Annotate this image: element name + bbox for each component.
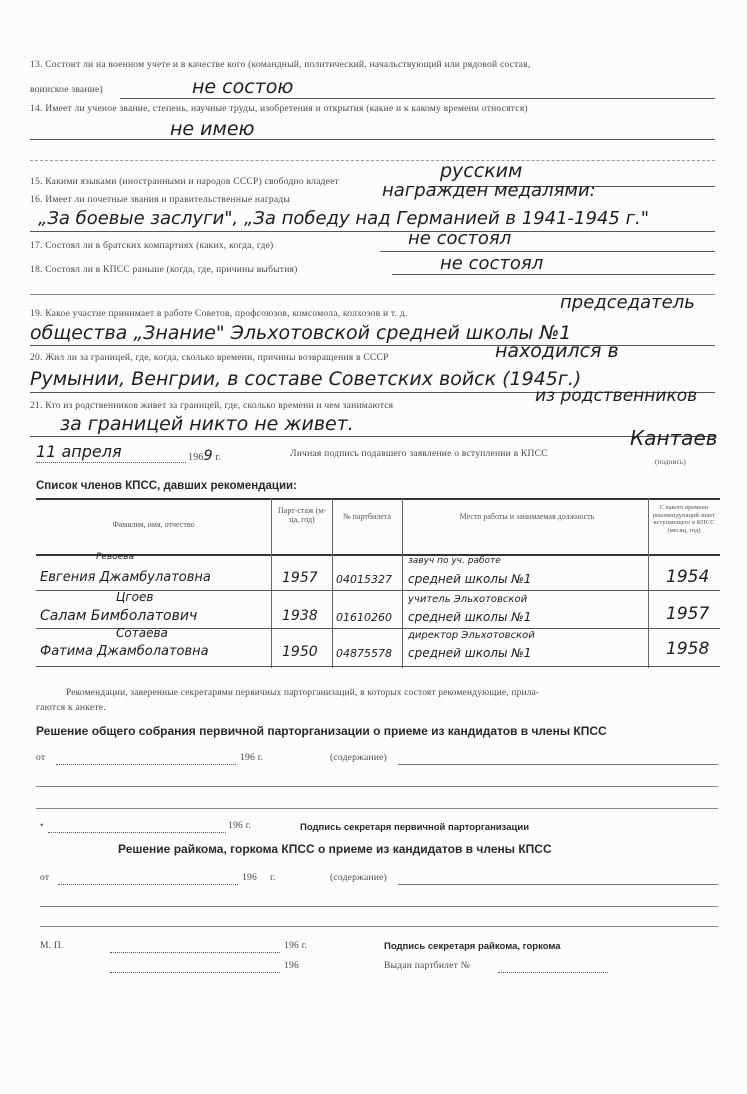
rec-row2-work-top: учитель Эльхотовской	[408, 594, 528, 605]
q15-label: 15. Какими языками (иностранными и народов СССР) свободно владеет	[30, 176, 339, 187]
rec-row2-work: средней школы №1	[408, 610, 532, 624]
rec-table	[36, 498, 720, 674]
decision1-year-value: 196	[240, 752, 255, 763]
rec-header-stazh: Парт-стаж (м-ца, год)	[278, 506, 326, 524]
q16-answer-1: награжден медалями:	[382, 180, 596, 201]
q19-label: 19. Какое участие принимает в работе Советов, профсоюзов, комсомола, колхозов и т. д.	[30, 308, 408, 319]
q16-answer-2: „За боевые заслуги", „За победу над Германией в 1941-1945 г."	[38, 208, 650, 229]
rec-row2-name-top: Цгоев	[116, 590, 154, 604]
rec-row2-since: 1957	[666, 604, 710, 624]
rec-note-2: гаются к анкете.	[36, 702, 106, 713]
rec-row2-name: Салам Бимболатович	[40, 608, 198, 624]
rec-row1-name-top: Ревоева	[96, 552, 135, 562]
sign2-year-value: 196	[284, 940, 299, 951]
sign1-label: Подпись секретаря первичной парторганизации	[300, 822, 530, 833]
q18-answer: не состоял	[440, 253, 544, 274]
issued-year: 196	[284, 960, 299, 971]
decision1-ot: от	[36, 752, 46, 763]
signature-year-suffix: г.	[215, 452, 222, 463]
q17-label: 17. Состоял ли в братских компартиях (каких, когда, где)	[30, 240, 274, 251]
decision1-title: Решение общего собрания первичной парторганизации о приеме из кандидатов в члены КПСС	[36, 724, 607, 738]
q16-label: 16. Имеет ли почетные звания и правительственные награды	[30, 194, 291, 205]
sign1-year-value: 196	[228, 820, 243, 831]
q21-answer-1: из родственников	[535, 386, 698, 406]
rec-row1-name: Евгения Джамбулатовна	[40, 570, 211, 585]
decision1-soderzh: (содержание)	[330, 752, 387, 763]
signature-year	[188, 448, 221, 464]
decision1-year-suffix: г.	[257, 752, 264, 763]
sign1-year	[228, 820, 251, 831]
rec-row3-since: 1958	[666, 639, 710, 659]
rec-row3-num: 04875578	[336, 647, 392, 660]
rec-header-name: Фамилия, имя, отчество	[112, 520, 195, 529]
rec-row1-work-top: завуч по уч. работе	[408, 556, 501, 566]
rec-row1-work: средней школы №1	[408, 572, 532, 586]
rec-note-1: Рекомендации, заверенные секретарями первичных парторганизаций, в которых состоят рекомендующие, прила-	[66, 688, 540, 698]
signature-label: Личная подпись подавшего заявление о вступлении в КПСС	[290, 448, 548, 459]
signature-year-printed: 196	[188, 452, 204, 463]
rec-row2-stazh: 1938	[282, 608, 318, 624]
rec-header-work: Место работы и занимаемая должность	[459, 512, 595, 521]
q21-answer-2: за границей никто не живет.	[60, 413, 354, 435]
q20-label: 20. Жил ли за границей, где, когда, сколько времени, причины возвращения в СССР	[30, 352, 389, 363]
q13-answer: не состою	[192, 76, 294, 98]
rec-header-num: № партбилета	[343, 512, 391, 521]
rec-row3-work: средней школы №1	[408, 646, 532, 660]
sign2-label: Подпись секретаря райкома, горкома	[384, 941, 561, 952]
q19-answer-2: общества „Знание" Эльхотовской средней школы №1	[30, 322, 572, 344]
rec-row1-num: 04015327	[336, 573, 392, 586]
signature: Кантаев	[630, 426, 718, 450]
rec-title: Список членов КПСС, давших рекомендации:	[36, 480, 297, 492]
sign2-year	[284, 940, 307, 951]
q19-answer-1: председатель	[560, 292, 695, 313]
q17-answer: не состоял	[408, 228, 512, 249]
q14-answer: не имею	[170, 118, 255, 140]
sign1-dash: •	[40, 820, 44, 831]
signature-sublabel: (подпись)	[655, 458, 686, 466]
rec-header-since: С какого времени рекомендующий знает вступающего в КПСС (месяц, год)	[652, 504, 716, 534]
q20-answer-2: Румынии, Венгрии, в составе Советских войск (1945г.)	[30, 368, 582, 390]
rec-row2-num: 01610260	[336, 611, 392, 624]
rec-row3-name-top: Сотаева	[116, 626, 168, 640]
q14-label: 14. Имеет ли ученое звание, степень, научные труды, изобретения и открытия (какие и к какому времени относятся)	[30, 103, 528, 114]
decision2-year	[242, 872, 276, 883]
mp-label: М. П.	[40, 940, 64, 951]
q18-label: 18. Состоял ли в КПСС раньше (когда, где, причины выбытия)	[30, 264, 298, 275]
q21-label: 21. Кто из родственников живет за границей, где, сколько времени и чем занимаются	[30, 400, 394, 411]
sign1-year-suffix: г.	[245, 820, 252, 831]
q20-answer-1: находился в	[495, 340, 619, 362]
decision2-year-suffix: г.	[270, 872, 276, 883]
q13-label-cont: воинское звание)	[30, 84, 103, 95]
rec-row3-work-top: директор Эльхотовской	[408, 630, 535, 641]
rec-row1-since: 1954	[666, 567, 710, 587]
decision2-ot: от	[40, 872, 50, 883]
signature-year-hw: 9	[203, 448, 213, 464]
decision2-year-value: 196	[242, 872, 257, 883]
signature-date: 11 апреля	[36, 442, 122, 461]
issued-label: Выдан партбилет №	[384, 960, 470, 971]
rec-row3-name: Фатима Джамболатовна	[40, 644, 209, 659]
q13-label: 13. Состоит ли на военном учете и в качестве кого (командный, политический, начальствующий или рядовой состав,	[30, 59, 531, 70]
decision1-year	[240, 752, 263, 763]
rec-row3-stazh: 1950	[282, 644, 318, 660]
rec-row1-stazh: 1957	[282, 570, 318, 586]
decision2-soderzh: (содержание)	[330, 872, 387, 883]
q15-answer: русским	[440, 160, 523, 182]
sign2-year-suffix: г.	[301, 940, 308, 951]
decision2-title: Решение райкома, горкома КПСС о приеме из кандидатов в члены КПСС	[118, 842, 552, 856]
